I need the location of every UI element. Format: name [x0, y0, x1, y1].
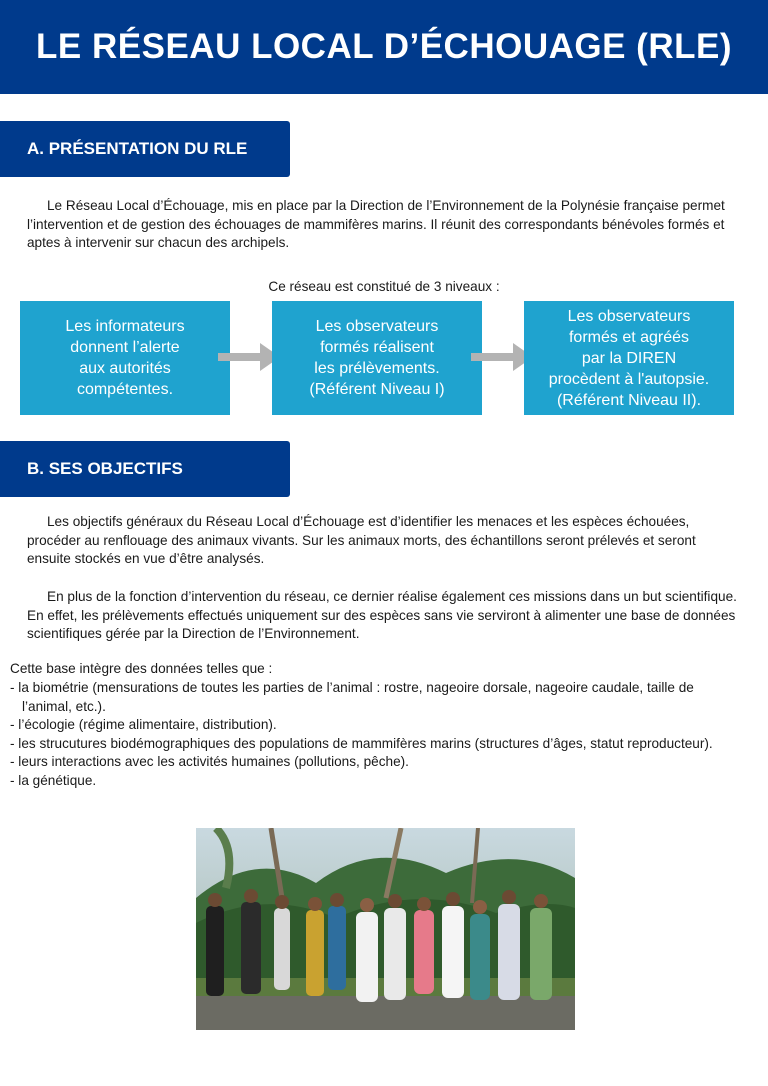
level-box-informateurs: Les informateurs donnent l’alerte aux autorités compétentes. [20, 301, 230, 415]
section-a-heading [0, 121, 290, 177]
data-list [10, 679, 742, 790]
intro-paragraph: Le Réseau Local d’Échouage, mis en place par la Direction de l’Environnement de la Polynésie française permet l’intervention et de gestion des échouages de mammifères marins. Il réunit des correspondants bénévoles formés et aptes à intervenir sur chacun des archipels. [27, 198, 725, 250]
level-box-niveau-1: Les observateurs formés réalisent les prélèvements. (Référent Niveau I) [272, 301, 482, 415]
objectives-paragraph: Les objectifs généraux du Réseau Local d’Échouage est d’identifier les menaces et les espèces échouées, procéder au renflouage des animaux vivants. Sur les animaux morts, des échantillons seront prélevés et seront ensuite stockés en vue d’être analysés. [27, 514, 696, 566]
section-b-heading [0, 441, 290, 497]
page-title: LE RÉSEAU LOCAL D’ÉCHOUAGE (RLE) [36, 27, 732, 66]
section-b-heading-text: B. SES OBJECTIFS [27, 459, 183, 478]
page-title-banner [0, 0, 768, 94]
list-item: - la biométrie (mensurations de toutes les parties de l’animal : rostre, nageoire dorsale, nageoire caudale, taille de l’animal, etc.). [10, 680, 694, 714]
list-intro: Cette base intègre des données telles que : [10, 661, 273, 676]
section-a-heading-text: A. PRÉSENTATION DU RLE [27, 139, 248, 158]
list-item: - l’écologie (régime alimentaire, distribution). [10, 717, 277, 732]
level-box-niveau-2: Les observateurs formés et agréés par la DIREN procèdent à l'autopsie. (Référent Niveau II). [524, 301, 734, 415]
group-photo [196, 828, 575, 1030]
list-item: - les strucutures biodémographiques des populations de mammifères marins (structures d’âges, statut reproducteur). [10, 735, 713, 751]
list-item: - la génétique. [10, 772, 97, 788]
levels-caption: Ce réseau est constitué de 3 niveaux : [268, 279, 500, 294]
scientific-paragraph: En plus de la fonction d’intervention du réseau, ce dernier réalise également ces missions dans un but scientifique. En effet, les prélèvements effectués uniquement sur des espèces sans vie serviront à alimenter une base de données scientifiques gérée par la Direction de l’Environnement. [27, 589, 737, 641]
list-item: - leurs interactions avec les activités humaines (pollutions, pêche). [10, 754, 409, 769]
